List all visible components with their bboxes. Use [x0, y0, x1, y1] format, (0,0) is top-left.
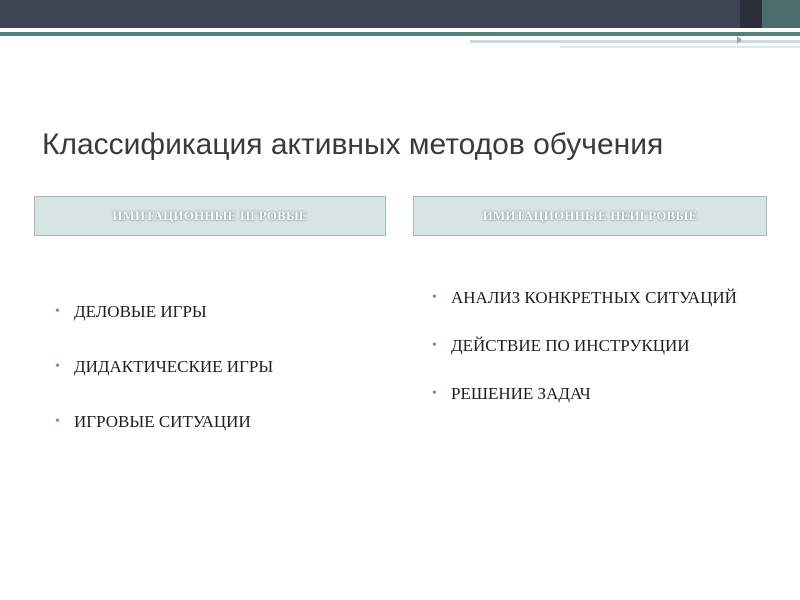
category-box-nongame [413, 196, 767, 236]
list-item [55, 355, 385, 379]
list-item [432, 382, 762, 406]
list-item-text: ДЕЙСТВИЕ ПО ИНСТРУКЦИИ [451, 336, 690, 355]
list-item-text: ИГРОВЫЕ СИТУАЦИИ [74, 412, 251, 431]
list-item [55, 410, 385, 434]
bullet-icon: • [55, 304, 60, 319]
slide-title: Классификация активных методов обучения [42, 128, 664, 161]
nongame-methods-list [432, 286, 762, 430]
bullet-icon: • [432, 386, 437, 401]
list-item-text: РЕШЕНИЕ ЗАДАЧ [451, 384, 591, 403]
accent-stripe [0, 32, 800, 36]
category-label: ИМИТАЦИОННЫЕ НЕИГРОВЫЕ [482, 208, 698, 223]
list-item [55, 300, 385, 324]
header-band [0, 0, 800, 28]
list-item [432, 286, 762, 310]
bullet-icon: • [55, 359, 60, 374]
game-methods-list [55, 300, 385, 465]
accent-stripe-faint [560, 46, 800, 48]
bullet-icon: • [432, 290, 437, 305]
bullet-icon: • [432, 338, 437, 353]
bullet-icon: • [55, 414, 60, 429]
list-item-text: АНАЛИЗ КОНКРЕТНЫХ СИТУАЦИЙ [451, 288, 737, 307]
header-band-accent [762, 0, 800, 28]
category-label: ИМИТАЦИОННЫЕ ИГРОВЫЕ [112, 208, 308, 223]
accent-stripe-light [470, 40, 800, 43]
corner-arrow-icon [737, 36, 742, 44]
list-item-text: ДЕЛОВЫЕ ИГРЫ [74, 302, 207, 321]
list-item [432, 334, 762, 358]
category-box-game [34, 196, 386, 236]
list-item-text: ДИДАКТИЧЕСКИЕ ИГРЫ [74, 357, 274, 376]
